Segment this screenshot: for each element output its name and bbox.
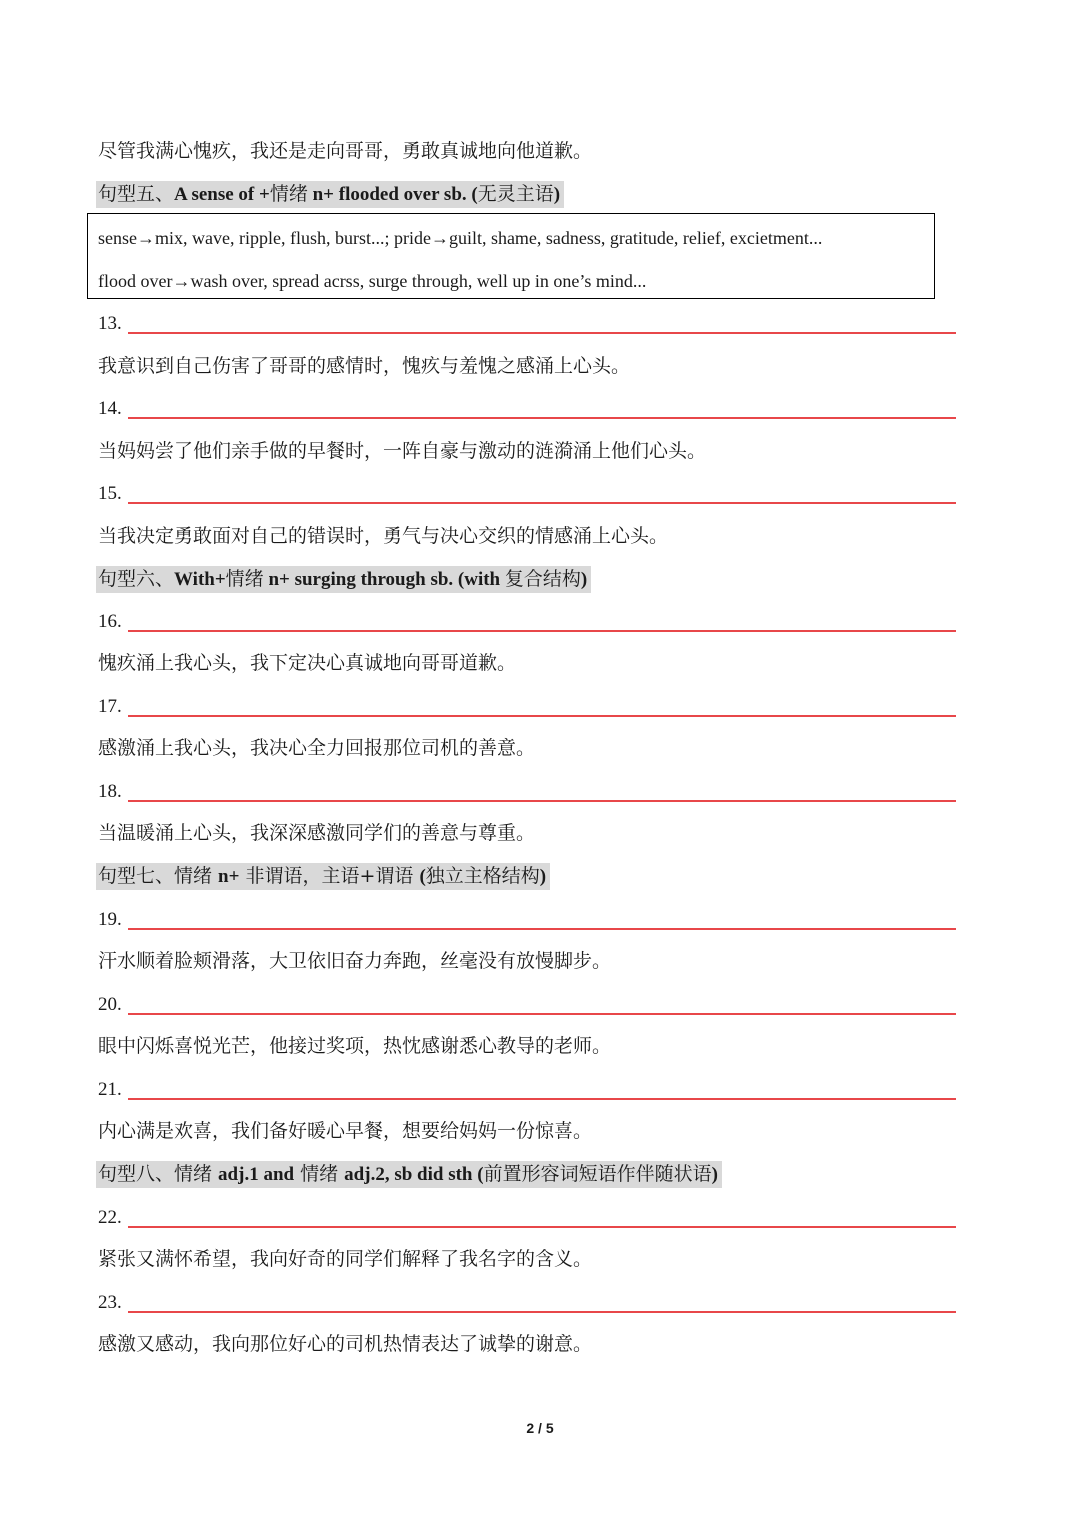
answer-blank[interactable] [128,1013,956,1015]
item-chinese: 当我决定勇敢面对自己的错误时，勇气与决心交织的情感涌上心头。 [98,525,669,547]
item-number: 15. [98,483,122,504]
heading-prefix: 句型七、情绪 [98,865,219,887]
answer-blank[interactable] [128,502,956,504]
item-chinese: 眼中闪烁喜悦光芒，他接过奖项，热忱感谢悉心教导的老师。 [98,1035,612,1057]
item-chinese: 当妈妈尝了他们亲手做的早餐时，一阵自豪与激动的涟漪涌上他们心头。 [98,440,707,462]
section-heading-6 [96,566,591,593]
heading-close: ) [553,184,561,205]
answer-blank[interactable] [128,417,956,419]
item-chinese: 我意识到自己伤害了哥哥的感情时，愧疚与羞愧之感涌上心头。 [98,355,631,377]
item-chinese: 汗水顺着脸颊滑落，大卫依旧奋力奔跑，丝毫没有放慢脚步。 [98,950,612,972]
heading-pattern: adj.1 and [218,1164,295,1185]
answer-blank[interactable] [128,800,956,802]
item-number: 17. [98,696,122,717]
heading-note: 无灵主语 [477,183,554,205]
answer-blank[interactable] [128,630,956,632]
heading-mid: 情绪 [225,568,264,590]
heading-close: ) [711,1164,718,1185]
item-number: 20. [98,994,122,1015]
answer-blank[interactable] [128,928,956,930]
heading-prefix: 句型六、 [98,568,175,590]
heading-note: 前置形容词短语作伴随状语 [483,1163,712,1185]
item-number: 19. [98,909,122,930]
answer-blank[interactable] [128,715,956,717]
item-chinese: 愧疚涌上我心头，我下定决心真诚地向哥哥道歉。 [98,652,517,674]
section-heading-8 [96,1161,722,1188]
item-chinese: 感激涌上我心头，我决心全力回报那位司机的善意。 [98,737,536,759]
item-number: 18. [98,781,122,802]
heading-mid: 情绪 [294,1163,345,1185]
vocab-line-2: flood over→wash over, spread acrss, surge through, well up in one’s mind... [98,271,647,291]
item-number: 16. [98,611,122,632]
item-chinese: 紧张又满怀希望，我向好奇的同学们解释了我名字的含义。 [98,1248,593,1270]
vocab-line-1: sense→mix, wave, ripple, flush, burst...; pride→guilt, shame, sadness, gratitude, relief, excietment... [98,228,823,248]
item-chinese: 感激又感动，我向那位好心的司机热情表达了诚挚的谢意。 [98,1333,593,1355]
page-number: 2 / 5 [526,1420,554,1436]
heading-prefix: 句型八、情绪 [98,1163,219,1185]
item-number: 21. [98,1079,122,1100]
vocab-box [87,213,935,299]
item-number: 23. [98,1292,122,1313]
intro-sentence: 尽管我满心愧疚，我还是走向哥哥，勇敢真诚地向他道歉。 [98,140,593,162]
answer-blank[interactable] [128,332,956,334]
heading-note: 独立主格结构 [425,865,540,887]
heading-pattern: With+ [174,569,226,590]
heading-pattern-2: n+ flooded over sb. ( [307,184,478,205]
heading-pattern-2: ( [419,866,426,887]
heading-close: ) [539,866,547,887]
heading-prefix: 句型五、 [98,183,175,205]
section-heading-5 [96,181,564,208]
item-chinese: 内心满是欢喜，我们备好暖心早餐，想要给妈妈一份惊喜。 [98,1120,593,1142]
item-number: 22. [98,1207,122,1228]
section-heading-7 [96,863,550,890]
item-number: 13. [98,313,122,334]
heading-pattern-2: adj.2, sb did sth ( [344,1164,484,1185]
heading-close: ) [580,569,588,590]
heading-pattern-2: n+ surging through sb. (with [263,569,505,590]
heading-note: 复合结构 [504,568,581,590]
item-chinese: 当温暖涌上心头，我深深感激同学们的善意与尊重。 [98,822,536,844]
heading-mid: 非谓语，主语+谓语 [239,865,420,887]
heading-pattern: A sense of + [174,184,270,205]
answer-blank[interactable] [128,1226,956,1228]
answer-blank[interactable] [128,1098,956,1100]
heading-pattern: n+ [218,866,240,887]
heading-mid: 情绪 [269,183,308,205]
item-number: 14. [98,398,122,419]
answer-blank[interactable] [128,1311,956,1313]
